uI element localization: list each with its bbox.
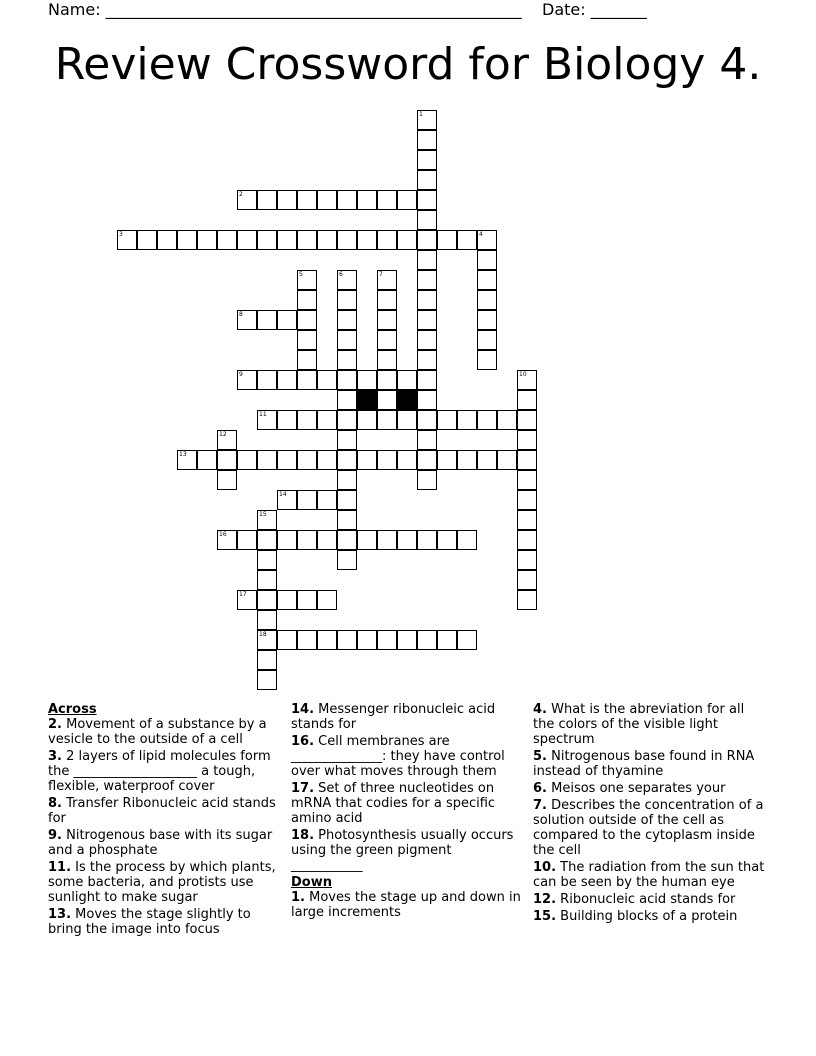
- clue-across-14: 14. Messenger ribonucleic acid stands for: [291, 702, 496, 732]
- cell-number: 6: [339, 271, 343, 278]
- grid-cell[interactable]: [517, 470, 537, 490]
- clue-down-6: 6. Meisos one separates your: [533, 781, 726, 796]
- grid-cell[interactable]: [437, 230, 457, 250]
- grid-cell[interactable]: [337, 370, 357, 390]
- black-cell: [397, 390, 417, 410]
- grid-cell[interactable]: [337, 350, 357, 370]
- clue-down-12: 12. Ribonucleic acid stands for: [533, 892, 736, 907]
- grid-cell[interactable]: [417, 350, 437, 370]
- grid-cell[interactable]: [277, 230, 297, 250]
- black-cell: [357, 390, 377, 410]
- grid-cell[interactable]: [377, 390, 397, 410]
- grid-cell[interactable]: [277, 450, 297, 470]
- grid-cell[interactable]: [517, 390, 537, 410]
- grid-cell[interactable]: [297, 590, 317, 610]
- grid-cell[interactable]: [337, 470, 357, 490]
- grid-cell[interactable]: [337, 490, 357, 510]
- clue-across-11: 11. Is the process by which plants, some bacteria, and protists use sunlight to make sugar: [48, 860, 276, 905]
- grid-cell[interactable]: [517, 510, 537, 530]
- cell-number: 7: [379, 271, 383, 278]
- cell-number: 16: [219, 531, 227, 538]
- grid-cell[interactable]: [297, 190, 317, 210]
- grid-cell[interactable]: [377, 310, 397, 330]
- grid-cell[interactable]: [277, 490, 297, 510]
- grid-cell[interactable]: [477, 310, 497, 330]
- grid-cell[interactable]: [517, 410, 537, 430]
- grid-cell[interactable]: [337, 330, 357, 350]
- clue-across-3: 3. 2 layers of lipid molecules form the ___________________ a tough, flexible, waterproof cover: [48, 749, 271, 794]
- grid-cell[interactable]: [297, 530, 317, 550]
- grid-cell[interactable]: [337, 270, 357, 290]
- clues-column-3: [533, 702, 769, 926]
- grid-cell[interactable]: [257, 630, 277, 650]
- grid-cell[interactable]: [417, 450, 437, 470]
- clue-down-1: 1. Moves the stage up and down in large increments: [291, 890, 521, 920]
- grid-cell[interactable]: [377, 270, 397, 290]
- grid-cell[interactable]: [437, 530, 457, 550]
- clue-across-2: 2. Movement of a substance by a vesicle to the outside of a cell: [48, 717, 267, 747]
- grid-cell[interactable]: [517, 530, 537, 550]
- grid-cell[interactable]: [297, 410, 317, 430]
- grid-cell[interactable]: [377, 630, 397, 650]
- grid-cell[interactable]: [517, 430, 537, 450]
- grid-cell[interactable]: [337, 410, 357, 430]
- grid-cell[interactable]: [457, 630, 477, 650]
- cell-number: 10: [519, 371, 527, 378]
- grid-cell[interactable]: [457, 530, 477, 550]
- grid-cell[interactable]: [417, 170, 437, 190]
- grid-cell[interactable]: [417, 310, 437, 330]
- clues-column-2: [291, 702, 527, 922]
- grid-cell[interactable]: [417, 330, 437, 350]
- grid-cell[interactable]: [357, 410, 377, 430]
- cell-number: 4: [479, 231, 483, 238]
- grid-cell[interactable]: [317, 590, 337, 610]
- grid-cell[interactable]: [477, 250, 497, 270]
- grid-cell[interactable]: [417, 210, 437, 230]
- grid-cell[interactable]: [337, 550, 357, 570]
- grid-cell[interactable]: [357, 370, 377, 390]
- cell-number: 5: [299, 271, 303, 278]
- clues-column-1: [48, 702, 284, 939]
- grid-cell[interactable]: [317, 410, 337, 430]
- grid-cell[interactable]: [257, 510, 277, 530]
- grid-cell[interactable]: [417, 190, 437, 210]
- name-field-label: Name: ____________________________________________________: [48, 0, 522, 19]
- clue-across-17: 17. Set of three nucleotides on mRNA that codies for a specific amino acid: [291, 781, 496, 826]
- grid-cell[interactable]: [237, 450, 257, 470]
- grid-cell[interactable]: [237, 370, 257, 390]
- grid-cell[interactable]: [397, 230, 417, 250]
- grid-cell[interactable]: [257, 530, 277, 550]
- grid-cell[interactable]: [417, 110, 437, 130]
- grid-cell[interactable]: [237, 310, 257, 330]
- grid-cell[interactable]: [177, 450, 197, 470]
- grid-cell[interactable]: [277, 630, 297, 650]
- grid-cell[interactable]: [257, 410, 277, 430]
- grid-cell[interactable]: [357, 190, 377, 210]
- grid-cell[interactable]: [377, 350, 397, 370]
- grid-cell[interactable]: [317, 190, 337, 210]
- grid-cell[interactable]: [477, 450, 497, 470]
- grid-cell[interactable]: [517, 490, 537, 510]
- cell-number: 13: [179, 451, 187, 458]
- grid-cell[interactable]: [257, 610, 277, 630]
- grid-cell[interactable]: [417, 130, 437, 150]
- grid-cell[interactable]: [337, 430, 357, 450]
- grid-cell[interactable]: [397, 190, 417, 210]
- grid-cell[interactable]: [377, 530, 397, 550]
- cell-number: 14: [279, 491, 287, 498]
- grid-cell[interactable]: [417, 290, 437, 310]
- grid-cell[interactable]: [217, 470, 237, 490]
- grid-cell[interactable]: [417, 370, 437, 390]
- grid-cell[interactable]: [377, 410, 397, 430]
- grid-cell[interactable]: [397, 410, 417, 430]
- grid-cell[interactable]: [477, 350, 497, 370]
- grid-cell[interactable]: [337, 450, 357, 470]
- grid-cell[interactable]: [517, 570, 537, 590]
- grid-cell[interactable]: [217, 450, 237, 470]
- clue-across-8: 8. Transfer Ribonucleic acid stands for: [48, 796, 276, 826]
- grid-cell[interactable]: [397, 450, 417, 470]
- grid-cell[interactable]: [357, 450, 377, 470]
- grid-cell[interactable]: [477, 330, 497, 350]
- page-title: Review Crossword for Biology 4.: [54, 39, 762, 90]
- grid-cell[interactable]: [417, 470, 437, 490]
- grid-cell[interactable]: [377, 330, 397, 350]
- grid-cell[interactable]: [417, 150, 437, 170]
- grid-cell[interactable]: [297, 450, 317, 470]
- grid-cell[interactable]: [417, 270, 437, 290]
- grid-cell[interactable]: [297, 270, 317, 290]
- grid-cell[interactable]: [257, 570, 277, 590]
- grid-cell[interactable]: [317, 490, 337, 510]
- grid-cell[interactable]: [197, 230, 217, 250]
- grid-cell[interactable]: [297, 310, 317, 330]
- clue-across-9: 9. Nitrogenous base with its sugar and a phosphate: [48, 828, 273, 858]
- grid-cell[interactable]: [437, 630, 457, 650]
- cell-number: 11: [259, 411, 267, 418]
- grid-cell[interactable]: [337, 530, 357, 550]
- grid-cell[interactable]: [257, 590, 277, 610]
- grid-cell[interactable]: [257, 670, 277, 690]
- grid-cell[interactable]: [417, 250, 437, 270]
- grid-cell[interactable]: [297, 290, 317, 310]
- grid-cell[interactable]: [177, 230, 197, 250]
- grid-cell[interactable]: [357, 630, 377, 650]
- grid-cell[interactable]: [377, 230, 397, 250]
- grid-cell[interactable]: [497, 450, 517, 470]
- grid-cell[interactable]: [377, 450, 397, 470]
- grid-cell[interactable]: [417, 230, 437, 250]
- grid-cell[interactable]: [437, 410, 457, 430]
- grid-cell[interactable]: [417, 430, 437, 450]
- grid-cell[interactable]: [257, 310, 277, 330]
- grid-cell[interactable]: [517, 590, 537, 610]
- cell-number: 9: [239, 371, 243, 378]
- cell-number: 8: [239, 311, 243, 318]
- grid-cell[interactable]: [357, 530, 377, 550]
- grid-cell[interactable]: [377, 190, 397, 210]
- grid-cell[interactable]: [337, 510, 357, 530]
- clue-down-15: 15. Building blocks of a protein: [533, 909, 738, 924]
- cell-number: 17: [239, 591, 247, 598]
- clue-down-7: 7. Describes the concentration of a solution outside of the cell as compared to the cytoplasm inside the cell: [533, 798, 764, 858]
- grid-cell[interactable]: [237, 190, 257, 210]
- grid-cell[interactable]: [277, 190, 297, 210]
- grid-cell[interactable]: [337, 290, 357, 310]
- clue-across-18: 18. Photosynthesis usually occurs using the green pigment ___________: [291, 828, 514, 873]
- grid-cell[interactable]: [337, 190, 357, 210]
- date-field-label: Date: _______: [542, 0, 647, 19]
- clue-across-13: 13. Moves the stage slightly to bring the image into focus: [48, 907, 251, 937]
- grid-cell[interactable]: [117, 230, 137, 250]
- grid-cell[interactable]: [277, 370, 297, 390]
- grid-cell[interactable]: [397, 370, 417, 390]
- grid-cell[interactable]: [297, 350, 317, 370]
- grid-cell[interactable]: [397, 630, 417, 650]
- grid-cell[interactable]: [397, 530, 417, 550]
- grid-cell[interactable]: [337, 310, 357, 330]
- grid-cell[interactable]: [257, 190, 277, 210]
- grid-cell[interactable]: [337, 630, 357, 650]
- cell-number: 2: [239, 191, 243, 198]
- grid-cell[interactable]: [277, 410, 297, 430]
- clue-across-16: 16. Cell membranes are ______________: they have control over what moves through them: [291, 734, 505, 779]
- grid-cell[interactable]: [237, 230, 257, 250]
- grid-cell[interactable]: [217, 230, 237, 250]
- grid-cell[interactable]: [337, 390, 357, 410]
- grid-cell[interactable]: [357, 230, 377, 250]
- grid-cell[interactable]: [137, 230, 157, 250]
- cell-number: 18: [259, 631, 267, 638]
- grid-cell[interactable]: [417, 630, 437, 650]
- grid-cell[interactable]: [457, 230, 477, 250]
- grid-cell[interactable]: [477, 410, 497, 430]
- across-heading: Across: [48, 702, 97, 717]
- grid-cell[interactable]: [257, 650, 277, 670]
- grid-cell[interactable]: [477, 290, 497, 310]
- grid-cell[interactable]: [277, 590, 297, 610]
- grid-cell[interactable]: [297, 630, 317, 650]
- clue-down-10: 10. The radiation from the sun that can be seen by the human eye: [533, 860, 765, 890]
- down-heading: Down: [291, 875, 332, 890]
- grid-cell[interactable]: [517, 450, 537, 470]
- grid-cell[interactable]: [497, 410, 517, 430]
- grid-cell[interactable]: [317, 530, 337, 550]
- grid-cell[interactable]: [417, 390, 437, 410]
- grid-cell[interactable]: [197, 450, 217, 470]
- grid-cell[interactable]: [457, 410, 477, 430]
- grid-cell[interactable]: [257, 550, 277, 570]
- grid-cell[interactable]: [297, 230, 317, 250]
- cell-number: 3: [119, 231, 123, 238]
- grid-cell[interactable]: [237, 590, 257, 610]
- clue-down-5: 5. Nitrogenous base found in RNA instead of thyamine: [533, 749, 755, 779]
- cell-number: 12: [219, 431, 227, 438]
- grid-cell[interactable]: [217, 530, 237, 550]
- grid-cell[interactable]: [217, 430, 237, 450]
- grid-cell[interactable]: [297, 490, 317, 510]
- grid-cell[interactable]: [517, 370, 537, 390]
- grid-cell[interactable]: [257, 370, 277, 390]
- grid-cell[interactable]: [257, 450, 277, 470]
- grid-cell[interactable]: [437, 450, 457, 470]
- grid-cell[interactable]: [457, 450, 477, 470]
- grid-cell[interactable]: [377, 370, 397, 390]
- grid-cell[interactable]: [257, 230, 277, 250]
- grid-cell[interactable]: [477, 230, 497, 250]
- cell-number: 15: [259, 511, 267, 518]
- grid-cell[interactable]: [417, 530, 437, 550]
- grid-cell[interactable]: [337, 230, 357, 250]
- grid-cell[interactable]: [157, 230, 177, 250]
- grid-cell[interactable]: [237, 530, 257, 550]
- grid-cell[interactable]: [317, 450, 337, 470]
- clue-down-4: 4. What is the abreviation for all the colors of the visible light spectrum: [533, 702, 745, 747]
- grid-cell[interactable]: [297, 330, 317, 350]
- grid-cell[interactable]: [477, 270, 497, 290]
- grid-cell[interactable]: [517, 550, 537, 570]
- grid-cell[interactable]: [417, 410, 437, 430]
- grid-cell[interactable]: [317, 630, 337, 650]
- grid-cell[interactable]: [277, 530, 297, 550]
- grid-cell[interactable]: [377, 290, 397, 310]
- grid-cell[interactable]: [277, 310, 297, 330]
- grid-cell[interactable]: [317, 230, 337, 250]
- grid-cell[interactable]: [317, 370, 337, 390]
- cell-number: 1: [419, 111, 423, 118]
- grid-cell[interactable]: [297, 370, 317, 390]
